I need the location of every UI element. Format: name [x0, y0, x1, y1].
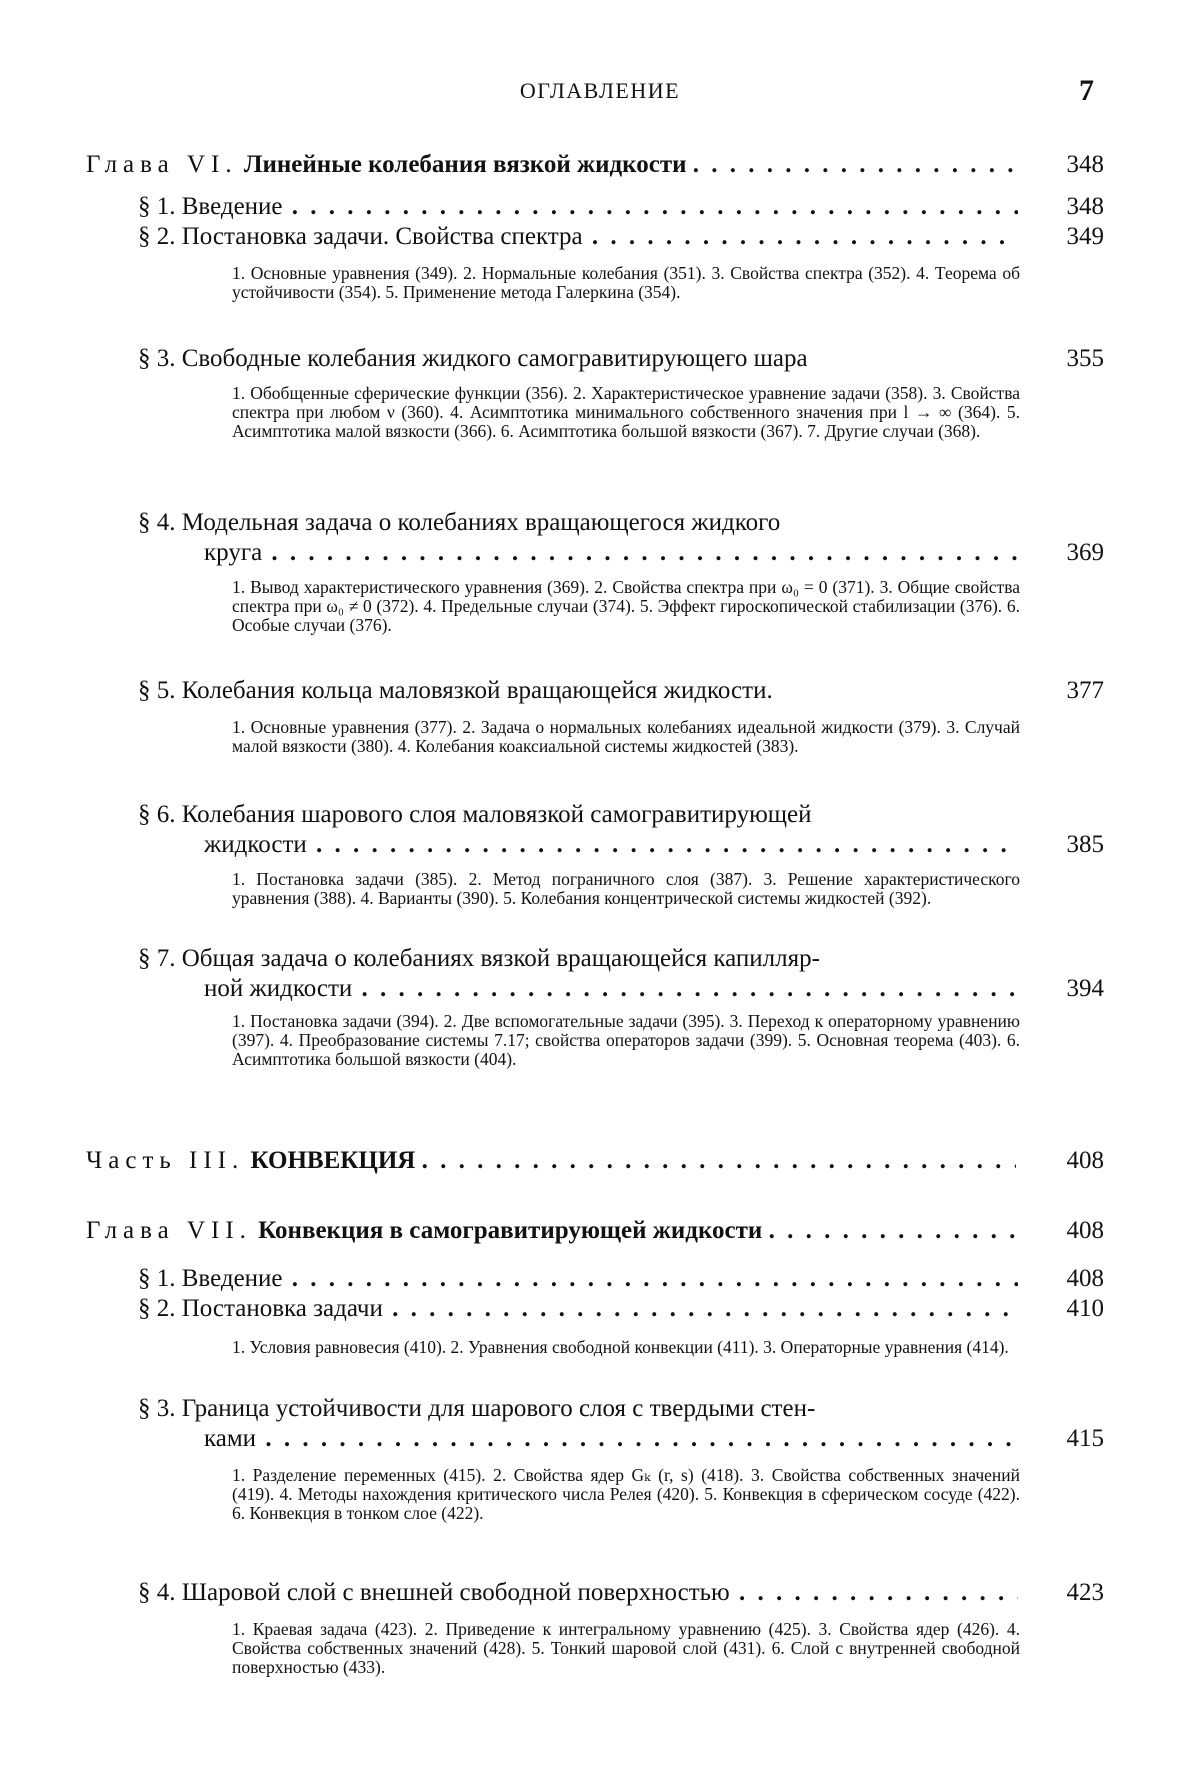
subsection-list: 1. Основные уравнения (377). 2. Задача о нормальных колебаниях идеальной жидкости (379). 3. Случай малой вязкости (380). 4. Колебания коаксиальной системы жидкостей (383). [232, 717, 1020, 756]
subsection-list: 1. Разделение переменных (415). 2. Свойства ядер Gₖ (r, s) (418). 3. Свойства собственных значений (419). 4. Методы нахождения критического числа Релея (420). 5. Конвекция в сферическом сосуде (422). 6. Конвекция в тонком слое (422). [232, 1465, 1020, 1523]
section-page: 394 [1066, 975, 1104, 1002]
section-page: 355 [1066, 345, 1104, 372]
toc-entry-ch7-s4[interactable] [0, 1578, 1200, 1610]
part-3-entry[interactable] [0, 1146, 1200, 1178]
toc-entry-ch7-s1[interactable] [0, 1264, 1200, 1296]
subsection-list: 1. Постановка задачи (385). 2. Метод пограничного слоя (387). 3. Решение характеристического уравнения (388). 4. Варианты (390). 5. Колебания концентрической системы жидкостей (392). [232, 869, 1020, 908]
toc-entry-ch7-s3-line2[interactable] [0, 1424, 1200, 1456]
section-title: § 1. Введение . . . [138, 1264, 1018, 1294]
section-title-cont: жидкости . . . [204, 830, 1018, 860]
toc-entry-ch6-s4-line1[interactable] [0, 508, 1200, 540]
section-title: § 4. Шаровой слой с внешней свободной поверхностью . . . [138, 1578, 1018, 1608]
toc-entry-ch6-s6-line2[interactable] [0, 830, 1200, 862]
toc-entry-ch7-s3-line1[interactable] [0, 1394, 1200, 1426]
part-title: КОНВЕКЦИЯ [250, 1147, 416, 1174]
chapter-label: Глава VII. [86, 1217, 252, 1244]
section-page: 369 [1066, 539, 1104, 566]
chapter-6-entry[interactable] [0, 150, 1200, 182]
section-title-cont: ками . . . [204, 1424, 1018, 1454]
toc-entry-ch6-s7-line2[interactable] [0, 974, 1200, 1006]
toc-entry-ch6-s4-line2[interactable] [0, 538, 1200, 570]
chapter-page: 408 [1066, 1217, 1104, 1244]
running-title: ОГЛАВЛЕНИЕ [519, 78, 681, 103]
section-page: 348 [1066, 193, 1104, 220]
section-page: 349 [1066, 223, 1104, 250]
subsection-list: 1. Обобщенные сферические функции (356). 2. Характеристическое уравнение задачи (358). 3. Свойства спектра при любом ν (360). 4. Асимптотика минимального собственного значения при l → ∞ (364). 5. Асимптотика малой вязкости (366). 6. Асимптотика большой вязкости (367). 7. Другие случаи (368). [232, 383, 1020, 441]
toc-entry-ch6-s5[interactable] [0, 676, 1200, 708]
toc-entry-ch6-s7-line1[interactable] [0, 944, 1200, 976]
part-label: Часть III. [86, 1147, 245, 1174]
chapter-title: Линейные колебания вязкой жидкости [243, 151, 687, 178]
running-head [0, 74, 1200, 108]
chapter-page: 348 [1066, 151, 1104, 178]
page-number: 7 [1079, 74, 1094, 107]
chapter-title: Конвекция в самогравитирующей жидкости [258, 1217, 763, 1244]
section-title: § 7. Общая задача о колебаниях вязкой вращающейся капилляр- [138, 945, 820, 972]
section-page: 385 [1066, 831, 1104, 858]
subsection-list: 1. Постановка задачи (394). 2. Две вспомогательные задачи (395). 3. Переход к операторному уравнению (397). 4. Преобразование системы 7.17; свойства операторов задачи (399). 5. Основная теорема (403). 6. Асимптотика большой вязкости (404). [232, 1011, 1020, 1069]
section-title: § 6. Колебания шарового слоя маловязкой самогравитирующей [138, 801, 812, 828]
section-title: § 1. Введение . . . [138, 192, 1018, 222]
toc-entry-ch6-s2[interactable] [0, 222, 1200, 254]
toc-entry-ch6-s6-line1[interactable] [0, 800, 1200, 832]
section-title: § 3. Свободные колебания жидкого самогравитирующего шара [138, 345, 808, 372]
section-title: § 3. Граница устойчивости для шарового слоя с твердыми стен- [138, 1395, 816, 1422]
section-page: 408 [1066, 1265, 1104, 1292]
section-title: § 2. Постановка задачи. Свойства спектра . . . [138, 222, 1018, 252]
section-page: 410 [1066, 1295, 1104, 1322]
section-title: § 4. Модельная задача о колебаниях вращающегося жидкого [138, 509, 781, 536]
section-page: 415 [1066, 1425, 1104, 1452]
section-title-cont: ной жидкости . . . [204, 974, 1018, 1004]
part-page: 408 [1066, 1147, 1104, 1174]
toc-entry-ch6-s1[interactable] [0, 192, 1200, 224]
subsection-list: 1. Основные уравнения (349). 2. Нормальные колебания (351). 3. Свойства спектра (352). 4. Теорема об устойчивости (354). 5. Применение метода Галеркина (354). [232, 263, 1020, 302]
section-title-cont: круга . . . [204, 538, 1018, 568]
section-page: 377 [1066, 677, 1104, 704]
section-title: § 2. Постановка задачи . . . [138, 1294, 1018, 1324]
chapter-label: Глава VI. [86, 151, 238, 178]
toc-entry-ch6-s3[interactable] [0, 344, 1200, 376]
subsection-list: 1. Краевая задача (423). 2. Приведение к интегральному уравнению (425). 3. Свойства ядер (426). 4. Свойства собственных значений (428). 5. Тонкий шаровой слой (431). 6. Слой с внутренней свободной поверхностью (433). [232, 1619, 1020, 1677]
section-page: 423 [1066, 1579, 1104, 1606]
chapter-7-entry[interactable] [0, 1216, 1200, 1248]
subsection-list: 1. Вывод характеристического уравнения (369). 2. Свойства спектра при ω₀ = 0 (371). 3. Общие свойства спектра при ω₀ ≠ 0 (372). 4. Предельные случаи (374). 5. Эффект гироскопической стабилизации (376). 6. Особые случаи (376). [232, 577, 1020, 635]
subsection-list: 1. Условия равновесия (410). 2. Уравнения свободной конвекции (411). 3. Операторные уравнения (414). [232, 1337, 1009, 1357]
toc-entry-ch7-s2[interactable] [0, 1294, 1200, 1326]
section-title: § 5. Колебания кольца маловязкой вращающейся жидкости. [138, 677, 773, 704]
